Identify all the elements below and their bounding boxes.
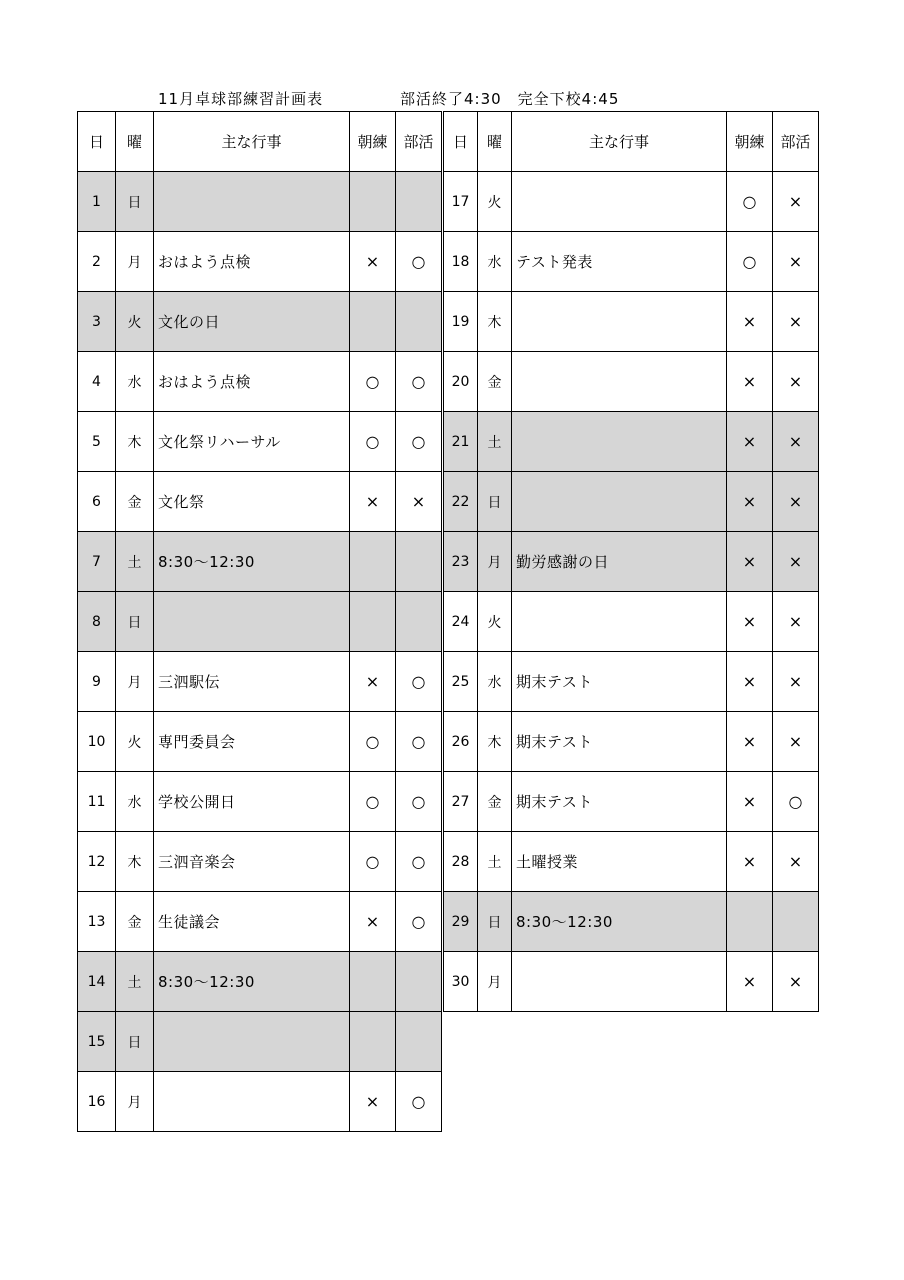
weekday-cell: 金 bbox=[116, 472, 154, 532]
day-cell: 22 bbox=[444, 472, 478, 532]
event-cell: 文化祭 bbox=[154, 472, 350, 532]
weekday-cell: 月 bbox=[478, 532, 512, 592]
day-cell: 29 bbox=[444, 892, 478, 952]
morning-practice-cell: × bbox=[727, 712, 773, 772]
morning-practice-cell: × bbox=[727, 952, 773, 1012]
club-activity-cell: × bbox=[773, 412, 819, 472]
day-cell: 4 bbox=[78, 352, 116, 412]
club-activity-cell: × bbox=[773, 472, 819, 532]
morning-practice-cell: ○ bbox=[350, 712, 396, 772]
schedule-row bbox=[444, 352, 819, 412]
header-morning-practice: 朝練 bbox=[350, 112, 396, 172]
weekday-cell: 木 bbox=[116, 412, 154, 472]
club-activity-cell: × bbox=[773, 292, 819, 352]
morning-practice-cell: × bbox=[350, 232, 396, 292]
schedule-row bbox=[78, 352, 442, 412]
schedule-row bbox=[78, 232, 442, 292]
header-club-activity: 部活 bbox=[396, 112, 442, 172]
morning-practice-cell: × bbox=[727, 532, 773, 592]
header-weekday: 曜 bbox=[116, 112, 154, 172]
weekday-cell: 金 bbox=[478, 352, 512, 412]
schedule-row bbox=[444, 232, 819, 292]
weekday-cell: 水 bbox=[478, 232, 512, 292]
club-activity-cell: × bbox=[773, 712, 819, 772]
day-cell: 27 bbox=[444, 772, 478, 832]
event-cell bbox=[512, 592, 727, 652]
morning-practice-cell: × bbox=[350, 652, 396, 712]
weekday-cell: 日 bbox=[478, 892, 512, 952]
day-cell: 18 bbox=[444, 232, 478, 292]
morning-practice-cell: ○ bbox=[727, 172, 773, 232]
day-cell: 3 bbox=[78, 292, 116, 352]
day-cell: 15 bbox=[78, 1012, 116, 1072]
morning-practice-cell bbox=[350, 952, 396, 1012]
club-activity-cell: × bbox=[773, 592, 819, 652]
day-cell: 16 bbox=[78, 1072, 116, 1132]
club-activity-cell: × bbox=[396, 472, 442, 532]
event-cell bbox=[154, 592, 350, 652]
morning-practice-cell: × bbox=[727, 772, 773, 832]
weekday-cell: 水 bbox=[116, 352, 154, 412]
club-activity-cell: × bbox=[773, 232, 819, 292]
morning-practice-cell bbox=[350, 292, 396, 352]
day-cell: 6 bbox=[78, 472, 116, 532]
club-activity-cell bbox=[396, 1012, 442, 1072]
schedule-row bbox=[78, 952, 442, 1012]
morning-practice-cell: × bbox=[350, 472, 396, 532]
club-activity-cell bbox=[396, 592, 442, 652]
weekday-cell: 月 bbox=[478, 952, 512, 1012]
event-cell bbox=[512, 952, 727, 1012]
schedule-row bbox=[444, 172, 819, 232]
morning-practice-cell: ○ bbox=[350, 772, 396, 832]
day-cell: 28 bbox=[444, 832, 478, 892]
schedule-row bbox=[78, 1072, 442, 1132]
event-cell: 期末テスト bbox=[512, 652, 727, 712]
schedule-table-right bbox=[443, 111, 819, 1012]
schedule-row bbox=[78, 892, 442, 952]
club-activity-cell: × bbox=[773, 832, 819, 892]
day-cell: 20 bbox=[444, 352, 478, 412]
club-activity-cell: ○ bbox=[396, 412, 442, 472]
schedule-row bbox=[78, 472, 442, 532]
schedule-row bbox=[444, 772, 819, 832]
event-cell: 専門委員会 bbox=[154, 712, 350, 772]
schedule-row bbox=[444, 292, 819, 352]
event-cell bbox=[512, 472, 727, 532]
event-cell: 文化祭リハーサル bbox=[154, 412, 350, 472]
schedule-row bbox=[78, 1012, 442, 1072]
header-morning-practice: 朝練 bbox=[727, 112, 773, 172]
event-cell: 三泗駅伝 bbox=[154, 652, 350, 712]
header-row bbox=[78, 112, 442, 172]
weekday-cell: 金 bbox=[116, 892, 154, 952]
day-cell: 14 bbox=[78, 952, 116, 1012]
day-cell: 26 bbox=[444, 712, 478, 772]
day-cell: 19 bbox=[444, 292, 478, 352]
club-activity-cell bbox=[396, 172, 442, 232]
header-row bbox=[444, 112, 819, 172]
club-activity-cell: × bbox=[773, 172, 819, 232]
day-cell: 8 bbox=[78, 592, 116, 652]
club-activity-cell bbox=[773, 892, 819, 952]
schedule-row bbox=[444, 892, 819, 952]
weekday-cell: 月 bbox=[116, 652, 154, 712]
weekday-cell: 火 bbox=[116, 712, 154, 772]
page-title: 11月卓球部練習計画表 bbox=[158, 90, 324, 108]
morning-practice-cell: × bbox=[727, 832, 773, 892]
event-cell: 8:30～12:30 bbox=[154, 952, 350, 1012]
schedule-row bbox=[78, 772, 442, 832]
schedule-row bbox=[444, 832, 819, 892]
morning-practice-cell: × bbox=[350, 1072, 396, 1132]
header-club-activity: 部活 bbox=[773, 112, 819, 172]
weekday-cell: 日 bbox=[116, 1012, 154, 1072]
day-cell: 24 bbox=[444, 592, 478, 652]
morning-practice-cell: × bbox=[727, 472, 773, 532]
day-cell: 2 bbox=[78, 232, 116, 292]
schedule-row bbox=[78, 592, 442, 652]
day-cell: 30 bbox=[444, 952, 478, 1012]
morning-practice-cell: ○ bbox=[350, 832, 396, 892]
header-event: 主な行事 bbox=[512, 112, 727, 172]
day-cell: 21 bbox=[444, 412, 478, 472]
morning-practice-cell: ○ bbox=[350, 412, 396, 472]
weekday-cell: 木 bbox=[116, 832, 154, 892]
event-cell: おはよう点検 bbox=[154, 352, 350, 412]
event-cell: 文化の日 bbox=[154, 292, 350, 352]
schedule-row bbox=[444, 712, 819, 772]
weekday-cell: 土 bbox=[116, 532, 154, 592]
weekday-cell: 火 bbox=[478, 592, 512, 652]
event-cell: 勤労感謝の日 bbox=[512, 532, 727, 592]
event-cell: 8:30～12:30 bbox=[154, 532, 350, 592]
day-cell: 17 bbox=[444, 172, 478, 232]
morning-practice-cell bbox=[350, 1012, 396, 1072]
club-activity-cell: ○ bbox=[396, 232, 442, 292]
weekday-cell: 土 bbox=[116, 952, 154, 1012]
schedule-table-left bbox=[77, 111, 442, 1132]
schedule-row bbox=[444, 412, 819, 472]
header-day: 日 bbox=[444, 112, 478, 172]
event-cell: テスト発表 bbox=[512, 232, 727, 292]
event-cell: おはよう点検 bbox=[154, 232, 350, 292]
club-activity-cell bbox=[396, 532, 442, 592]
morning-practice-cell bbox=[727, 892, 773, 952]
day-cell: 7 bbox=[78, 532, 116, 592]
day-cell: 12 bbox=[78, 832, 116, 892]
weekday-cell: 水 bbox=[116, 772, 154, 832]
weekday-cell: 水 bbox=[478, 652, 512, 712]
event-cell bbox=[512, 292, 727, 352]
event-cell bbox=[512, 352, 727, 412]
schedule-row bbox=[78, 712, 442, 772]
club-activity-cell: × bbox=[773, 532, 819, 592]
schedule-row bbox=[78, 832, 442, 892]
morning-practice-cell: × bbox=[727, 652, 773, 712]
event-cell: 8:30～12:30 bbox=[512, 892, 727, 952]
schedule-row bbox=[444, 952, 819, 1012]
club-activity-cell: × bbox=[773, 952, 819, 1012]
morning-practice-cell: × bbox=[727, 412, 773, 472]
club-activity-cell: ○ bbox=[396, 712, 442, 772]
morning-practice-cell bbox=[350, 592, 396, 652]
weekday-cell: 日 bbox=[478, 472, 512, 532]
schedule-row bbox=[444, 652, 819, 712]
day-cell: 1 bbox=[78, 172, 116, 232]
weekday-cell: 日 bbox=[116, 592, 154, 652]
morning-practice-cell bbox=[350, 172, 396, 232]
schedule-row bbox=[78, 532, 442, 592]
club-activity-cell: × bbox=[773, 352, 819, 412]
club-activity-cell: ○ bbox=[396, 772, 442, 832]
club-end-time-note: 部活終了4:30 完全下校4:45 bbox=[400, 90, 620, 108]
event-cell bbox=[154, 1012, 350, 1072]
schedule-row bbox=[78, 412, 442, 472]
club-activity-cell: ○ bbox=[396, 1072, 442, 1132]
club-activity-cell: ○ bbox=[396, 892, 442, 952]
event-cell: 三泗音楽会 bbox=[154, 832, 350, 892]
event-cell: 学校公開日 bbox=[154, 772, 350, 832]
day-cell: 13 bbox=[78, 892, 116, 952]
schedule-row bbox=[444, 532, 819, 592]
morning-practice-cell: × bbox=[727, 352, 773, 412]
weekday-cell: 月 bbox=[116, 232, 154, 292]
event-cell: 期末テスト bbox=[512, 712, 727, 772]
club-activity-cell: × bbox=[773, 652, 819, 712]
event-cell: 期末テスト bbox=[512, 772, 727, 832]
club-activity-cell bbox=[396, 292, 442, 352]
schedule-row bbox=[444, 472, 819, 532]
schedule-row bbox=[78, 652, 442, 712]
event-cell bbox=[512, 412, 727, 472]
event-cell bbox=[512, 172, 727, 232]
schedule-row bbox=[78, 292, 442, 352]
club-activity-cell bbox=[396, 952, 442, 1012]
weekday-cell: 土 bbox=[478, 832, 512, 892]
event-cell bbox=[154, 172, 350, 232]
morning-practice-cell bbox=[350, 532, 396, 592]
header-day: 日 bbox=[78, 112, 116, 172]
weekday-cell: 日 bbox=[116, 172, 154, 232]
morning-practice-cell: ○ bbox=[727, 232, 773, 292]
weekday-cell: 木 bbox=[478, 292, 512, 352]
schedule-row bbox=[444, 592, 819, 652]
weekday-cell: 土 bbox=[478, 412, 512, 472]
weekday-cell: 木 bbox=[478, 712, 512, 772]
club-activity-cell: ○ bbox=[773, 772, 819, 832]
morning-practice-cell: ○ bbox=[350, 352, 396, 412]
day-cell: 10 bbox=[78, 712, 116, 772]
event-cell bbox=[154, 1072, 350, 1132]
morning-practice-cell: × bbox=[727, 292, 773, 352]
header-weekday: 曜 bbox=[478, 112, 512, 172]
day-cell: 5 bbox=[78, 412, 116, 472]
weekday-cell: 金 bbox=[478, 772, 512, 832]
day-cell: 9 bbox=[78, 652, 116, 712]
morning-practice-cell: × bbox=[727, 592, 773, 652]
weekday-cell: 月 bbox=[116, 1072, 154, 1132]
event-cell: 生徒議会 bbox=[154, 892, 350, 952]
morning-practice-cell: × bbox=[350, 892, 396, 952]
club-activity-cell: ○ bbox=[396, 652, 442, 712]
day-cell: 23 bbox=[444, 532, 478, 592]
day-cell: 11 bbox=[78, 772, 116, 832]
weekday-cell: 火 bbox=[116, 292, 154, 352]
club-activity-cell: ○ bbox=[396, 832, 442, 892]
header-event: 主な行事 bbox=[154, 112, 350, 172]
day-cell: 25 bbox=[444, 652, 478, 712]
schedule-row bbox=[78, 172, 442, 232]
event-cell: 土曜授業 bbox=[512, 832, 727, 892]
club-activity-cell: ○ bbox=[396, 352, 442, 412]
weekday-cell: 火 bbox=[478, 172, 512, 232]
